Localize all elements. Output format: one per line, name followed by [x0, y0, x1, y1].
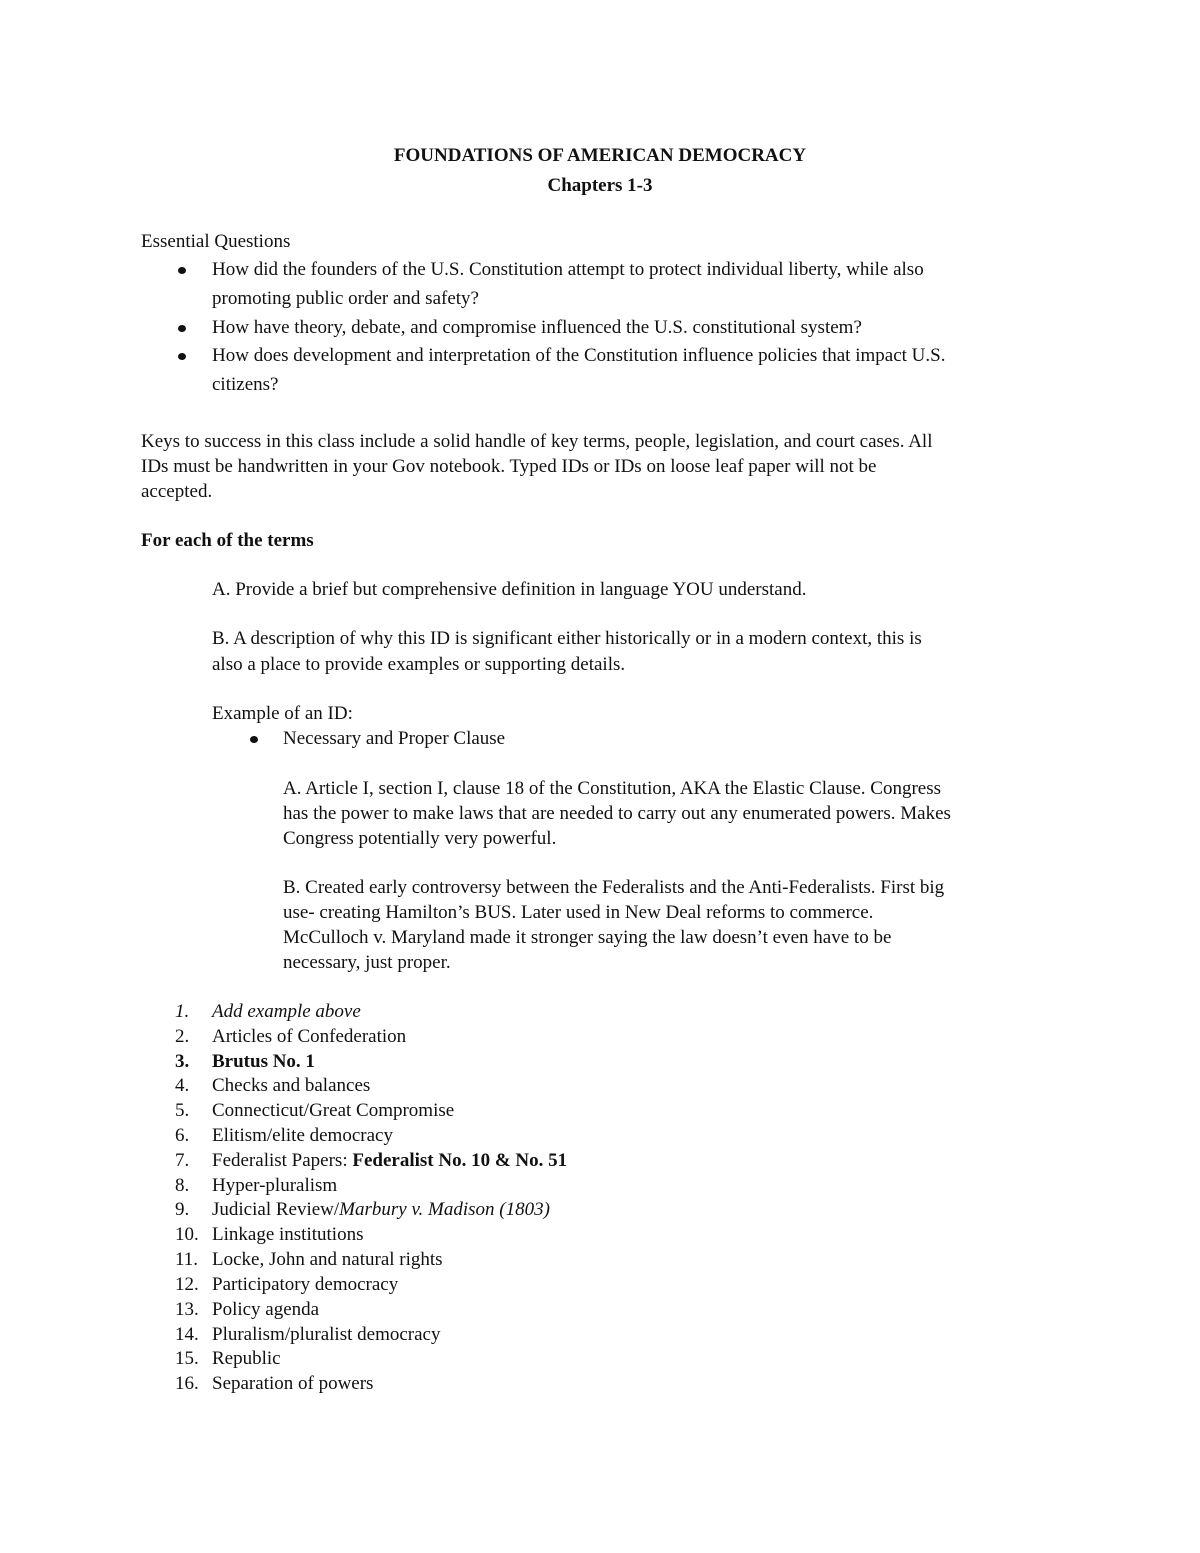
list-number: 14.: [175, 1324, 199, 1345]
example-a-line-1: A. Article I, section I, clause 18 of the Constitution, AKA the Elastic Clause. Congress: [283, 778, 942, 799]
list-number: 13.: [175, 1299, 199, 1320]
list-item-italic-text: Marbury v. Madison (1803): [339, 1199, 550, 1220]
list-item: Separation of powers: [212, 1373, 374, 1394]
list-number: 6.: [175, 1125, 190, 1146]
keys-paragraph-line-2: IDs must be handwritten in your Gov notebook. Typed IDs or IDs on loose leaf paper will not be: [141, 456, 877, 477]
list-item: Republic: [212, 1348, 281, 1369]
list-number: 8.: [175, 1175, 190, 1196]
list-number: 10.: [175, 1224, 199, 1245]
list-item: Add example above: [212, 1001, 361, 1022]
example-heading: Example of an ID:: [212, 703, 353, 724]
list-item: [212, 1151, 567, 1170]
list-item: Hyper-pluralism: [212, 1175, 338, 1196]
instruction-a: A. Provide a brief but comprehensive definition in language YOU understand.: [212, 579, 807, 600]
list-item: [212, 1200, 550, 1219]
list-number: 7.: [175, 1150, 190, 1171]
list-number: 2.: [175, 1026, 190, 1047]
list-item: Connecticut/Great Compromise: [212, 1100, 455, 1121]
list-number: 15.: [175, 1348, 199, 1369]
bullet-icon: [178, 267, 186, 274]
example-b-line-1: B. Created early controversy between the Federalists and the Anti-Federalists. First big: [283, 877, 945, 898]
essential-questions-heading: Essential Questions: [141, 231, 291, 252]
example-term: Necessary and Proper Clause: [283, 728, 506, 749]
list-number: 11.: [175, 1249, 199, 1270]
example-b-line-2: use- creating Hamilton’s BUS. Later used in New Deal reforms to commerce.: [283, 902, 874, 923]
list-item: Linkage institutions: [212, 1224, 364, 1245]
list-number: 3.: [175, 1051, 190, 1072]
list-item: Participatory democracy: [212, 1274, 399, 1295]
instruction-b-line-1: B. A description of why this ID is significant either historically or in a modern context, this is: [212, 628, 922, 649]
bullet-icon: [178, 353, 186, 360]
question-1-line-1: How did the founders of the U.S. Constitution attempt to protect individual liberty, while also: [212, 259, 924, 280]
list-number: 5.: [175, 1100, 190, 1121]
list-item-text: Federalist Papers:: [212, 1150, 353, 1171]
list-number: 12.: [175, 1274, 199, 1295]
list-item: Policy agenda: [212, 1299, 320, 1320]
list-item: Checks and balances: [212, 1075, 371, 1096]
instruction-b-line-2: also a place to provide examples or supporting details.: [212, 654, 626, 675]
keys-paragraph-line-1: Keys to success in this class include a solid handle of key terms, people, legislation, and court cases. All: [141, 431, 933, 452]
list-number: 16.: [175, 1373, 199, 1394]
list-item: Elitism/elite democracy: [212, 1125, 393, 1146]
bullet-icon: [250, 736, 258, 743]
list-item: Pluralism/pluralist democracy: [212, 1324, 441, 1345]
list-item: Articles of Confederation: [212, 1026, 407, 1047]
list-number: 9.: [175, 1199, 190, 1220]
question-2: How have theory, debate, and compromise influenced the U.S. constitutional system?: [212, 317, 862, 338]
example-a-line-2: has the power to make laws that are needed to carry out any enumerated powers. Makes: [283, 803, 951, 824]
list-item: Locke, John and natural rights: [212, 1249, 443, 1270]
example-b-line-4: necessary, just proper.: [283, 952, 451, 973]
question-1-line-2: promoting public order and safety?: [212, 288, 479, 309]
page-title: FOUNDATIONS OF AMERICAN DEMOCRACY: [393, 145, 807, 166]
question-3-line-2: citizens?: [212, 374, 279, 395]
page-subtitle: Chapters 1-3: [547, 175, 653, 196]
terms-heading: For each of the terms: [141, 530, 314, 551]
list-item: Brutus No. 1: [212, 1051, 315, 1072]
bullet-icon: [178, 325, 186, 332]
list-item-text: Judicial Review/: [212, 1199, 340, 1220]
keys-paragraph-line-3: accepted.: [141, 481, 213, 502]
example-a-line-3: Congress potentially very powerful.: [283, 828, 557, 849]
list-number: 1.: [175, 1001, 190, 1022]
list-item-bold-text: Federalist No. 10 & No. 51: [352, 1150, 568, 1171]
example-b-line-3: McCulloch v. Maryland made it stronger saying the law doesn’t even have to be: [283, 927, 892, 948]
list-number: 4.: [175, 1075, 190, 1096]
question-3-line-1: How does development and interpretation of the Constitution influence policies that impact U.S.: [212, 345, 946, 366]
